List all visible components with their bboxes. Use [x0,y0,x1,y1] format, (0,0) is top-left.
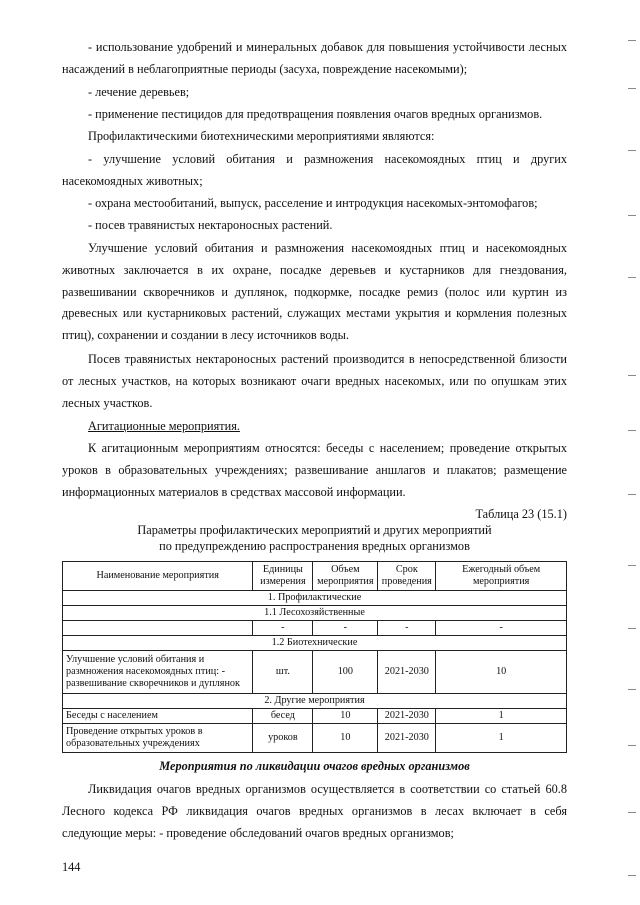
scan-edge-mark [628,875,636,876]
scan-edge-mark [628,689,636,690]
scan-edge-mark [628,277,636,278]
section-forestry: 1.1 Лесохозяйственные [63,606,567,621]
paragraph-pesticides: - применение пестицидов для предотвращения появления очагов вредных организмов. [88,107,543,121]
cell-volume: 10 [313,709,378,724]
paragraph-entomophages: - охрана местообитаний, выпуск, расселение и интродукция насекомых-энтомофагов; [88,196,538,210]
paragraph-fertilizers: - использование удобрений и минеральных добавок для повышения устойчивости лесных насаждений в неблагоприятные периоды (засуха, повреждение насекомыми); [62,40,567,76]
paragraph-tree-treatment: - лечение деревьев; [88,85,190,99]
cell-period: - [378,621,436,636]
paragraph-sowing: Посев травянистых нектароносных растений производится в непосредственной близости от лесных участков, на которых возникают очаги вредных насекомых, или по опушкам этих лесных участков. [62,352,567,410]
header-period: Срок проведения [378,562,436,591]
scan-edge-mark [628,745,636,746]
cell-empty [63,621,253,636]
table-row [63,724,567,753]
paragraph-biotech-intro: Профилактическими биотехническими мероприятиями являются: [88,129,435,143]
header-unit: Единицы измерения [253,562,313,591]
cell-annual: 1 [436,709,567,724]
table-section-row [63,591,567,606]
paragraph-bird-habitat: Улучшение условий обитания и размножения насекомоядных птиц и насекомоядных животных заключается в их охране, посадке деревьев и кустарников для гнездования, развешивании скворечников и дуплянок, подкормке, посадке ремиз (полос или куртин из древесных или кустарниковых растений, служащих местами укрытия и кормления полезных птиц), сохранении и создании в лесу источников воды. [62,241,567,343]
scan-edge-mark [628,628,636,629]
paragraph-nectar-plants: - посев травянистых нектароносных растений. [88,218,333,232]
subheading-agitation: Агитационные мероприятия. [88,419,240,433]
header-name: Наименование мероприятия [63,562,253,591]
paragraph-agitation: К агитационным мероприятиям относятся: беседы с населением; проведение открытых уроков в образовательных учреждениях; развешивание аншлагов и плакатов; размещение информационных материалов в средствах массовой информации. [62,441,567,499]
table-section-row [63,606,567,621]
scan-edge-mark [628,215,636,216]
cell-volume: 10 [313,724,378,753]
table-row [63,651,567,694]
cell-period: 2021-2030 [378,709,436,724]
cell-volume: 100 [313,651,378,694]
table-row [63,709,567,724]
cell-unit: бесед [253,709,313,724]
cell-period: 2021-2030 [378,651,436,694]
scan-edge-mark [628,375,636,376]
paragraph-birds: - улучшение условий обитания и размножения насекомоядных птиц и других насекомоядных животных; [62,152,567,188]
table-title-line1: Параметры профилактических мероприятий и других мероприятий [137,523,492,537]
cell-name: Беседы с населением [63,709,253,724]
table-row [63,621,567,636]
scan-edge-mark [628,88,636,89]
cell-annual: 10 [436,651,567,694]
table-section-row [63,694,567,709]
section-heading: Мероприятия по ликвидации очагов вредных организмов [159,759,470,773]
parameters-table [62,561,567,753]
scan-edge-mark [628,40,636,41]
cell-period: 2021-2030 [378,724,436,753]
table-number: Таблица 23 (15.1) [475,507,567,521]
page-number: 144 [62,860,81,874]
cell-name: Проведение открытых уроков в образовательных учреждениях [63,724,253,753]
scan-edge-mark [628,150,636,151]
table-title-line2: по предупреждению распространения вредных организмов [159,539,470,553]
section-other: 2. Другие мероприятия [63,694,567,709]
section-preventive: 1. Профилактические [63,591,567,606]
cell-annual: - [436,621,567,636]
table-section-row [63,636,567,651]
section-biotechnical: 1.2 Биотехнические [63,636,567,651]
scan-edge-mark [628,812,636,813]
cell-volume: - [313,621,378,636]
cell-unit: шт. [253,651,313,694]
scan-edge-mark [628,494,636,495]
cell-annual: 1 [436,724,567,753]
header-annual: Ежегодный объем мероприятия [436,562,567,591]
scan-edge-mark [628,430,636,431]
paragraph-liquidation: Ликвидация очагов вредных организмов осуществляется в соответствии со статьей 60.8 Лесного кодекса РФ ликвидация очагов вредных организмов в лесах включает в себя следующие меры: - проведение обследований очагов вредных организмов; [62,782,567,840]
scan-edge-mark [628,565,636,566]
cell-name: Улучшение условий обитания и размножения насекомоядных птиц: - развешивание скворечников и дуплянок [63,651,253,694]
table-header-row [63,562,567,591]
cell-unit: - [253,621,313,636]
table-title [62,522,567,554]
cell-unit: уроков [253,724,313,753]
header-volume: Объем мероприятия [313,562,378,591]
